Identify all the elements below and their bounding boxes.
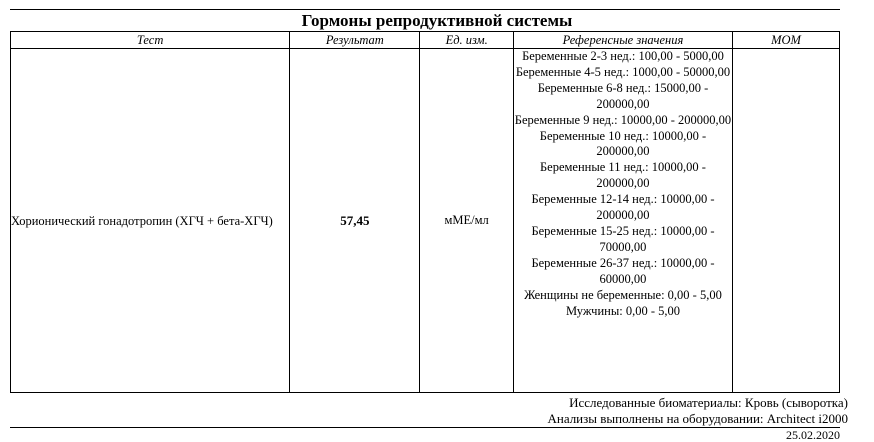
unit-value: мМЕ/мл: [444, 213, 489, 227]
column-header-mom: МОМ: [733, 32, 840, 49]
equipment-note: Анализы выполнены на оборудовании: Architect i2000: [547, 411, 848, 426]
column-header-test: Тест: [11, 32, 290, 49]
unit-cell: [420, 49, 514, 393]
reference-range-item: Беременные 26-37 нед.: 10000,00 - 60000,00: [531, 255, 715, 286]
reference-range-item: Беременные 9 нед.: 10000,00 - 200000,00: [514, 112, 732, 127]
test-name-cell: [11, 49, 290, 393]
reference-range-item: Беременные 10 нед.: 10000,00 - 200000,00: [539, 128, 707, 159]
reference-range-item: Беременные 11 нед.: 10000,00 - 200000,00: [540, 160, 706, 191]
table-row: [11, 49, 840, 393]
bottom-divider: [10, 427, 840, 428]
reference-range-item: Беременные 15-25 нед.: 10000,00 - 70000,00: [531, 223, 715, 254]
reference-range-item: Мужчины: 0,00 - 5,00: [565, 303, 680, 318]
biomaterial-note: Исследованные биоматериалы: Кровь (сыворотка): [569, 395, 848, 410]
column-header-unit: Ед. изм.: [420, 32, 514, 49]
section-title: Гормоны репродуктивной системы: [301, 11, 573, 30]
reference-range-item: Беременные 2-3 нед.: 100,00 - 5000,00: [522, 49, 724, 63]
column-header-result: Результат: [290, 32, 420, 49]
test-name: Хорионический гонадотропин (ХГЧ + бета-ХГЧ): [11, 213, 273, 228]
reference-values-cell: [513, 49, 732, 393]
reference-range-item: Беременные 6-8 нед.: 15000,00 - 200000,00: [537, 80, 709, 111]
result-value-cell: [290, 49, 420, 393]
results-table: [10, 31, 840, 393]
column-header-reference: Референсные значения: [513, 32, 732, 49]
reference-range-item: Беременные 4-5 нед.: 1000,00 - 50000,00: [515, 64, 731, 79]
report-date: 25.02.2020: [786, 428, 840, 442]
table-header-row: [11, 32, 840, 49]
top-divider: [10, 9, 840, 10]
reference-range-item: Женщины не беременные: 0,00 - 5,00: [524, 287, 722, 302]
mom-value-cell: [733, 49, 840, 393]
reference-range-item: Беременные 12-14 нед.: 10000,00 - 200000,00: [531, 192, 715, 223]
result-value: 57,45: [340, 212, 370, 228]
